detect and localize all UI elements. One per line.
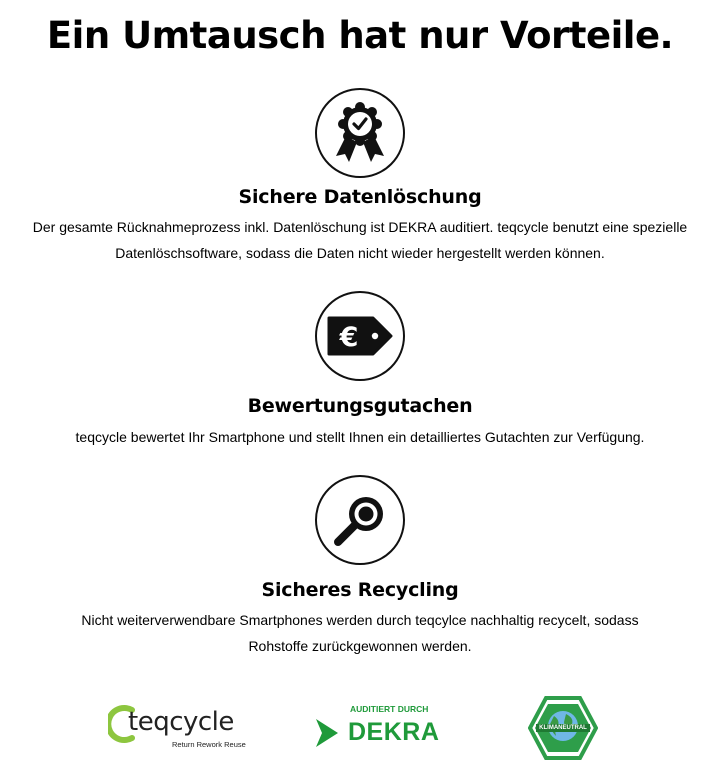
feature-safe-recycling: [0, 475, 720, 659]
feature-description-line: Rohstoffe zurückgewonnen werden.: [248, 638, 472, 654]
feature-icon-circle: [315, 475, 405, 565]
feature-title: Bewertungsgutachen: [247, 395, 473, 417]
klimaneutral-seal: [528, 696, 598, 760]
feature-description: [0, 607, 720, 659]
svg-text:€: €: [339, 322, 359, 353]
feature-description-line: teqcycle bewertet Ihr Smartphone und stellt Ihnen ein detailliertes Gutachten zur Verfügung.: [75, 429, 645, 445]
feature-title: Sicheres Recycling: [261, 579, 459, 601]
feature-description-line: Der gesamte Rücknahmeprozess inkl. Datenlöschung ist DEKRA auditiert. teqcycle benutzt eine spezielle: [32, 219, 688, 235]
teqcycle-tagline: Return Rework Reuse: [172, 740, 246, 749]
feature-secure-data-deletion: [0, 88, 720, 266]
feature-description: [0, 214, 720, 266]
teqcycle-logo: [108, 702, 248, 752]
partner-logos: [0, 694, 720, 760]
dekra-audit-label: AUDITIERT DURCH: [350, 704, 429, 714]
klimaneutral-label: KLIMANEUTRAL: [539, 725, 587, 731]
award-badge-icon: [332, 102, 388, 164]
teqcycle-wordmark: teqcycle: [128, 707, 234, 737]
dekra-arrow-icon: [314, 717, 340, 749]
feature-title: Sichere Datenlöschung: [238, 186, 482, 208]
feature-valuation-report: [0, 291, 720, 450]
feature-description-line: Nicht weiterverwendbare Smartphones werden durch teqcylce nachhaltig recycelt, sodass: [81, 612, 639, 628]
magnifier-icon: [330, 490, 390, 550]
dekra-wordmark: DEKRA: [348, 718, 440, 746]
feature-icon-circle: [315, 88, 405, 178]
feature-description: [0, 424, 720, 450]
dekra-logo: [314, 704, 440, 750]
page-headline: Ein Umtausch hat nur Vorteile.: [46, 14, 674, 57]
feature-icon-circle: [315, 291, 405, 381]
feature-description-line: Datenlöschsoftware, sodass die Daten nicht wieder hergestellt werden können.: [115, 245, 605, 261]
euro-price-tag-icon: [325, 314, 395, 358]
